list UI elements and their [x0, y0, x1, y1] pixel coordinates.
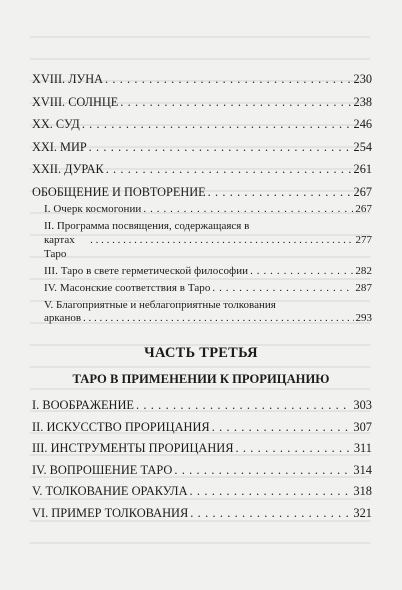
toc-subentry-hermetic — [32, 265, 372, 279]
toc-entry-page: 246 — [353, 117, 372, 132]
toc-entry-sun — [32, 95, 372, 110]
toc-entry-instruments — [32, 441, 372, 456]
toc-subentry-interpretations — [32, 299, 372, 327]
leader-dots — [105, 72, 352, 87]
toc-subentry-title-line2: картах Таро — [44, 233, 75, 260]
toc-subentry-title: I. Очерк космогонии — [44, 203, 142, 216]
toc-entry-moon — [32, 72, 372, 87]
toc-part-three — [32, 398, 372, 521]
leader-dots — [136, 398, 351, 413]
toc-entry-page: 314 — [353, 462, 372, 477]
toc-subentry-page: 287 — [355, 281, 372, 294]
leader-dots — [120, 95, 351, 110]
toc-subentry-page: 277 — [355, 233, 372, 246]
toc-entry-title: VI. ПРИМЕР ТОЛКОВАНИЯ — [32, 505, 189, 520]
leader-dots — [174, 463, 351, 478]
toc-entry-page: 261 — [353, 162, 372, 177]
leader-dots — [208, 185, 352, 200]
toc-entry-page: 303 — [353, 398, 372, 412]
leader-dots — [190, 506, 351, 521]
leader-dots — [190, 484, 352, 499]
toc-subentry-initiation — [32, 220, 372, 261]
toc-entry-title: III. ИНСТРУМЕНТЫ ПРОРИЦАНИЯ — [32, 441, 234, 456]
toc-entry-page: 254 — [353, 139, 372, 154]
leader-dots — [212, 282, 353, 296]
toc-entry-oracle — [32, 484, 372, 499]
toc-subentry-title-line1: II. Программа посвящения, содержащаяся в — [44, 220, 250, 233]
leader-dots — [82, 117, 352, 132]
toc-entry-title: ОБОБЩЕНИЕ И ПОВТОРЕНИЕ — [32, 184, 206, 199]
leader-dots — [89, 140, 352, 155]
leader-dots — [250, 265, 353, 279]
toc-entry-page: 267 — [353, 184, 372, 199]
leader-dots — [143, 203, 353, 217]
toc-entry-page: 230 — [353, 72, 372, 86]
toc-subentry-page: 282 — [355, 264, 372, 277]
toc-entry-questioning — [32, 463, 372, 478]
toc-subentry-title-line2: арканов — [44, 312, 82, 325]
toc-entry-page: 307 — [353, 419, 372, 434]
toc-entry-page: 311 — [353, 441, 372, 456]
toc-subentry-masonic — [32, 282, 372, 296]
toc-entry-summary — [32, 185, 372, 200]
part-three-subtitle: ТАРО В ПРИМЕНЕНИИ К ПРОРИЦАНИЮ — [72, 372, 330, 386]
part-three-heading: ЧАСТЬ ТРЕТЬЯ — [144, 345, 258, 361]
toc-entry-title: V. ТОЛКОВАНИЕ ОРАКУЛА — [32, 484, 188, 499]
toc-entry-judgement — [32, 117, 372, 132]
toc-entry-world — [32, 140, 372, 155]
toc-entry-art-of-divination — [32, 420, 372, 435]
toc-entry-title: I. ВООБРАЖЕНИЕ — [32, 398, 134, 412]
leader-dots — [90, 234, 353, 248]
toc-entry-example — [32, 506, 372, 521]
toc-entry-title: IV. ВОПРОШЕНИЕ ТАРО — [32, 462, 173, 477]
toc-subentry-title-line1: V. Благоприятные и неблагоприятные толкования — [44, 298, 276, 311]
toc-entry-page: 318 — [353, 484, 372, 499]
toc-subentry-title: III. Таро в свете герметической философии — [44, 264, 249, 277]
toc-subentry-page: 293 — [355, 312, 372, 325]
toc-entry-title: XVIII. СОЛНЦЕ — [32, 94, 119, 109]
toc-part-two — [32, 64, 372, 326]
toc-entry-fool — [32, 162, 372, 177]
toc-entry-imagination — [32, 398, 372, 413]
toc-subentry-title: IV. Масонские соответствия в Таро — [44, 281, 211, 294]
toc-entry-title: II. ИСКУССТВО ПРОРИЦАНИЯ — [32, 419, 210, 434]
toc-entry-page: 238 — [353, 94, 372, 109]
leader-dots — [212, 420, 352, 435]
toc-entry-title: XX. СУД — [32, 117, 80, 132]
leader-dots — [83, 312, 353, 326]
toc-entry-title: XVIII. ЛУНА — [32, 72, 104, 86]
toc-entry-page: 321 — [353, 505, 372, 520]
toc-subentry-cosmogony — [32, 203, 372, 217]
leader-dots — [236, 441, 352, 456]
toc-subentry-page: 267 — [355, 203, 372, 216]
toc-entry-title: XXI. МИР — [32, 139, 87, 154]
toc-entry-title: XXII. ДУРАК — [32, 162, 104, 177]
leader-dots — [106, 162, 352, 177]
